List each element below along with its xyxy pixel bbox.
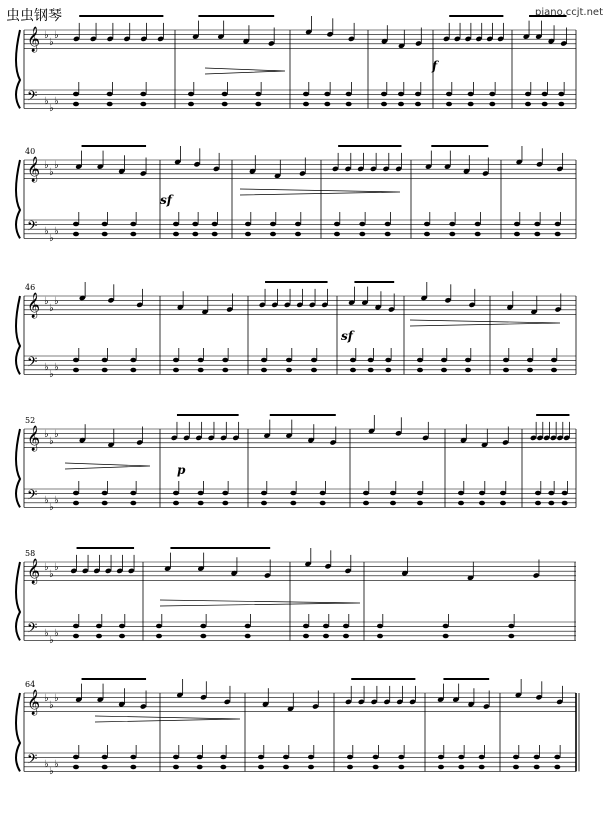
- bass-note-head: [173, 491, 179, 496]
- bass-note-head: [308, 765, 314, 770]
- bass-note-head: [308, 755, 314, 760]
- bass-note-head: [220, 755, 226, 760]
- site-title: 虫虫钢琴: [6, 8, 62, 24]
- bass-note-head: [479, 491, 485, 496]
- flat-icon: ♭: [49, 103, 54, 114]
- bass-note-head: [245, 232, 251, 237]
- bass-note-head: [535, 491, 541, 496]
- bass-staff: [24, 218, 576, 244]
- bass-note-head: [286, 358, 292, 363]
- bass-note-head: [198, 491, 204, 496]
- bass-note-head: [323, 634, 329, 639]
- bass-note-head: [140, 92, 146, 97]
- bass-note-head: [508, 634, 514, 639]
- treble-staff: [24, 425, 576, 451]
- bass-note-head: [446, 92, 452, 97]
- bass-staff: [24, 620, 576, 646]
- treble-clef-icon: 𝄞: [27, 293, 41, 318]
- bass-note-head: [525, 92, 531, 97]
- bass-note-head: [222, 358, 228, 363]
- bass-note-head: [527, 368, 533, 373]
- bass-note-head: [534, 232, 540, 237]
- bass-note-head: [417, 501, 423, 506]
- bass-note-head: [261, 491, 267, 496]
- flat-icon: ♭: [44, 759, 49, 770]
- bass-note-head: [245, 624, 251, 629]
- bass-note-head: [290, 501, 296, 506]
- bass-note-head: [73, 491, 79, 496]
- bass-note-head: [130, 491, 136, 496]
- flat-icon: ♭: [44, 296, 49, 307]
- flat-icon: ♭: [54, 429, 59, 440]
- bass-note-head: [311, 368, 317, 373]
- bass-note-head: [417, 491, 423, 496]
- bass-note-head: [212, 232, 218, 237]
- bass-note-head: [119, 634, 125, 639]
- system-2: [16, 146, 576, 244]
- bass-note-head: [542, 92, 548, 97]
- bass-note-head: [192, 232, 198, 237]
- bass-note-head: [359, 232, 365, 237]
- dynamic-sf: sf: [341, 329, 353, 343]
- bass-note-head: [398, 102, 404, 107]
- bass-note-head: [500, 501, 506, 506]
- bass-note-head: [438, 755, 444, 760]
- brace: [16, 30, 20, 108]
- flat-icon: ♭: [54, 495, 59, 506]
- flat-icon: ♭: [44, 30, 49, 41]
- bass-note-head: [446, 102, 452, 107]
- bass-note-head: [107, 102, 113, 107]
- bass-note-head: [102, 501, 108, 506]
- bass-note-head: [290, 491, 296, 496]
- flat-icon: ♭: [44, 226, 49, 237]
- bass-note-head: [73, 755, 79, 760]
- bass-note-head: [295, 222, 301, 227]
- bass-note-head: [311, 358, 317, 363]
- flat-icon: ♭: [44, 362, 49, 373]
- bass-note-head: [385, 222, 391, 227]
- bass-note-head: [303, 92, 309, 97]
- bass-note-head: [102, 222, 108, 227]
- bass-note-head: [363, 491, 369, 496]
- bass-note-head: [198, 358, 204, 363]
- treble-staff: [24, 156, 576, 182]
- bass-note-head: [398, 92, 404, 97]
- flat-icon: ♭: [54, 226, 59, 237]
- bass-note-head: [368, 368, 374, 373]
- bass-note-head: [479, 755, 485, 760]
- bass-note-head: [320, 491, 326, 496]
- bass-note-head: [373, 755, 379, 760]
- brace: [16, 160, 20, 238]
- flat-icon: ♭: [49, 700, 54, 711]
- bass-note-head: [173, 222, 179, 227]
- flat-icon: ♭: [49, 167, 54, 178]
- hairpin-decrescendo: [205, 68, 285, 74]
- bass-note-head: [130, 765, 136, 770]
- bass-note-head: [255, 92, 261, 97]
- bass-note-head: [534, 765, 540, 770]
- bass-note-head: [130, 222, 136, 227]
- measure-number: 40: [25, 147, 36, 156]
- hairpin-decrescendo: [240, 189, 400, 195]
- bass-note-head: [514, 222, 520, 227]
- bass-note-head: [173, 358, 179, 363]
- bass-note-head: [245, 222, 251, 227]
- bass-note-head: [468, 102, 474, 107]
- bass-note-head: [73, 634, 79, 639]
- bass-note-head: [398, 755, 404, 760]
- measure-number: 64: [25, 680, 36, 689]
- bass-note-head: [350, 368, 356, 373]
- bass-note-head: [343, 624, 349, 629]
- bass-note-head: [220, 765, 226, 770]
- system-6: [16, 679, 579, 777]
- bass-clef-icon: 𝄢: [27, 218, 38, 237]
- measure-number: 46: [25, 283, 36, 292]
- bass-note-head: [197, 755, 203, 760]
- flat-icon: ♭: [54, 296, 59, 307]
- bass-note-head: [479, 765, 485, 770]
- bass-note-head: [350, 358, 356, 363]
- flat-icon: ♭: [44, 429, 49, 440]
- treble-staff: [24, 26, 576, 52]
- brace: [16, 693, 20, 771]
- bass-note-head: [458, 755, 464, 760]
- bass-note-head: [102, 755, 108, 760]
- bass-note-head: [503, 368, 509, 373]
- bass-note-head: [443, 634, 449, 639]
- system-1: [16, 16, 576, 114]
- bass-note-head: [198, 501, 204, 506]
- bass-note-head: [503, 358, 509, 363]
- bass-note-head: [73, 102, 79, 107]
- bass-note-head: [222, 92, 228, 97]
- bass-note-head: [130, 232, 136, 237]
- brace: [16, 296, 20, 374]
- bass-note-head: [303, 624, 309, 629]
- bass-note-head: [449, 232, 455, 237]
- bass-note-head: [525, 102, 531, 107]
- bass-staff: [24, 487, 576, 513]
- hairpin-decrescendo: [160, 600, 360, 606]
- bass-note-head: [424, 232, 430, 237]
- bass-note-head: [551, 358, 557, 363]
- flat-icon: ♭: [54, 160, 59, 171]
- bass-note-head: [324, 102, 330, 107]
- bass-note-head: [500, 491, 506, 496]
- bass-note-head: [398, 765, 404, 770]
- bass-clef-icon: 𝄢: [27, 88, 38, 107]
- dynamic-p: p: [177, 463, 186, 477]
- bass-note-head: [96, 624, 102, 629]
- bass-note-head: [245, 634, 251, 639]
- bass-note-head: [555, 222, 561, 227]
- bass-note-head: [359, 222, 365, 227]
- bass-note-head: [465, 358, 471, 363]
- bass-note-head: [555, 232, 561, 237]
- brace: [16, 562, 20, 640]
- bass-note-head: [212, 222, 218, 227]
- bass-note-head: [527, 358, 533, 363]
- bass-note-head: [441, 368, 447, 373]
- bass-note-head: [188, 92, 194, 97]
- bass-note-head: [286, 368, 292, 373]
- bass-note-head: [173, 765, 179, 770]
- bass-note-head: [390, 491, 396, 496]
- bass-note-head: [562, 501, 568, 506]
- flat-icon: ♭: [54, 628, 59, 639]
- bass-note-head: [475, 232, 481, 237]
- bass-note-head: [479, 501, 485, 506]
- system-5: [16, 548, 576, 646]
- treble-clef-icon: 𝄞: [27, 426, 41, 451]
- bass-note-head: [381, 102, 387, 107]
- bass-note-head: [197, 765, 203, 770]
- bass-clef-icon: 𝄢: [27, 354, 38, 373]
- bass-note-head: [140, 102, 146, 107]
- bass-note-head: [270, 222, 276, 227]
- bass-note-head: [270, 232, 276, 237]
- bass-note-head: [173, 501, 179, 506]
- bass-note-head: [198, 368, 204, 373]
- flat-icon: ♭: [49, 502, 54, 513]
- bass-note-head: [320, 501, 326, 506]
- bass-note-head: [303, 634, 309, 639]
- flat-icon: ♭: [54, 362, 59, 373]
- treble-clef-icon: 𝄞: [27, 690, 41, 715]
- bass-note-head: [343, 634, 349, 639]
- dynamic-f: f: [432, 59, 438, 73]
- flat-icon: ♭: [49, 233, 54, 244]
- bass-note-head: [458, 491, 464, 496]
- bass-note-head: [156, 624, 162, 629]
- bass-note-head: [417, 358, 423, 363]
- bass-note-head: [73, 92, 79, 97]
- bass-note-head: [554, 765, 560, 770]
- bass-note-head: [554, 755, 560, 760]
- bass-note-head: [558, 92, 564, 97]
- dynamic-sf: sf: [160, 193, 172, 207]
- bass-note-head: [73, 501, 79, 506]
- bass-note-head: [96, 634, 102, 639]
- bass-note-head: [303, 102, 309, 107]
- bass-note-head: [222, 102, 228, 107]
- bass-note-head: [130, 755, 136, 760]
- bass-note-head: [551, 368, 557, 373]
- bass-note-head: [535, 501, 541, 506]
- bass-note-head: [468, 92, 474, 97]
- bass-note-head: [562, 491, 568, 496]
- brace: [16, 429, 20, 507]
- treble-clef-icon: 𝄞: [27, 27, 41, 52]
- bass-clef-icon: 𝄢: [27, 487, 38, 506]
- bass-note-head: [73, 222, 79, 227]
- bass-note-head: [102, 368, 108, 373]
- bass-note-head: [534, 755, 540, 760]
- bass-note-head: [261, 358, 267, 363]
- bass-note-head: [363, 501, 369, 506]
- bass-note-head: [475, 222, 481, 227]
- hairpin-decrescendo: [95, 716, 240, 722]
- flat-icon: ♭: [54, 96, 59, 107]
- bass-note-head: [514, 232, 520, 237]
- bass-note-head: [548, 501, 554, 506]
- flat-icon: ♭: [44, 495, 49, 506]
- bass-note-head: [102, 232, 108, 237]
- bass-note-head: [415, 92, 421, 97]
- bass-note-head: [130, 358, 136, 363]
- bass-note-head: [73, 624, 79, 629]
- bass-staff: [24, 354, 576, 380]
- flat-icon: ♭: [54, 759, 59, 770]
- bass-note-head: [534, 222, 540, 227]
- flat-icon: ♭: [49, 635, 54, 646]
- bass-note-head: [73, 232, 79, 237]
- bass-note-head: [258, 765, 264, 770]
- bass-clef-icon: 𝄢: [27, 751, 38, 770]
- system-3: [16, 282, 576, 380]
- bass-note-head: [346, 92, 352, 97]
- bass-note-head: [438, 765, 444, 770]
- bass-note-head: [334, 222, 340, 227]
- bass-note-head: [390, 501, 396, 506]
- bass-note-head: [417, 368, 423, 373]
- bass-note-head: [173, 232, 179, 237]
- bass-note-head: [173, 755, 179, 760]
- bass-note-head: [324, 92, 330, 97]
- bass-note-head: [156, 634, 162, 639]
- flat-icon: ♭: [49, 303, 54, 314]
- flat-icon: ♭: [44, 160, 49, 171]
- bass-note-head: [102, 491, 108, 496]
- hairpin-decrescendo: [65, 463, 150, 469]
- bass-note-head: [130, 368, 136, 373]
- bass-note-head: [347, 755, 353, 760]
- bass-note-head: [508, 624, 514, 629]
- hairpin-decrescendo: [410, 320, 560, 326]
- bass-note-head: [368, 358, 374, 363]
- flat-icon: ♭: [49, 436, 54, 447]
- bass-note-head: [424, 222, 430, 227]
- bass-note-head: [73, 358, 79, 363]
- bass-note-head: [441, 358, 447, 363]
- bass-note-head: [385, 232, 391, 237]
- bass-note-head: [373, 765, 379, 770]
- flat-icon: ♭: [49, 369, 54, 380]
- bass-note-head: [222, 501, 228, 506]
- bass-note-head: [465, 368, 471, 373]
- bass-note-head: [102, 358, 108, 363]
- flat-icon: ♭: [54, 693, 59, 704]
- bass-note-head: [385, 368, 391, 373]
- bass-note-head: [188, 102, 194, 107]
- bass-note-head: [347, 765, 353, 770]
- bass-note-head: [458, 501, 464, 506]
- flat-icon: ♭: [49, 766, 54, 777]
- bass-note-head: [346, 102, 352, 107]
- bass-note-head: [255, 102, 261, 107]
- bass-note-head: [261, 501, 267, 506]
- bass-note-head: [73, 765, 79, 770]
- bass-note-head: [200, 624, 206, 629]
- bass-note-head: [449, 222, 455, 227]
- bass-note-head: [222, 491, 228, 496]
- bass-note-head: [119, 624, 125, 629]
- bass-note-head: [261, 368, 267, 373]
- bass-note-head: [323, 624, 329, 629]
- bass-note-head: [542, 102, 548, 107]
- bass-note-head: [489, 92, 495, 97]
- bass-note-head: [381, 92, 387, 97]
- treble-clef-icon: 𝄞: [27, 157, 41, 182]
- bass-note-head: [513, 755, 519, 760]
- bass-note-head: [295, 232, 301, 237]
- bass-note-head: [415, 102, 421, 107]
- treble-staff: [24, 689, 576, 715]
- bass-note-head: [385, 358, 391, 363]
- bass-note-head: [283, 755, 289, 760]
- flat-icon: ♭: [44, 628, 49, 639]
- bass-note-head: [258, 755, 264, 760]
- site-url[interactable]: piano.ccjt.net: [535, 7, 603, 18]
- bass-staff: [24, 751, 576, 777]
- bass-note-head: [548, 491, 554, 496]
- flat-icon: ♭: [49, 569, 54, 580]
- bass-note-head: [173, 368, 179, 373]
- bass-note-head: [489, 102, 495, 107]
- bass-clef-icon: 𝄢: [27, 620, 38, 639]
- flat-icon: ♭: [49, 37, 54, 48]
- bass-note-head: [443, 624, 449, 629]
- bass-note-head: [458, 765, 464, 770]
- bass-note-head: [558, 102, 564, 107]
- bass-note-head: [102, 765, 108, 770]
- bass-note-head: [334, 232, 340, 237]
- flat-icon: ♭: [44, 562, 49, 573]
- measure-number: 52: [25, 416, 36, 425]
- flat-icon: ♭: [44, 96, 49, 107]
- flat-icon: ♭: [54, 562, 59, 573]
- flat-icon: ♭: [54, 30, 59, 41]
- bass-note-head: [222, 368, 228, 373]
- bass-note-head: [192, 222, 198, 227]
- flat-icon: ♭: [44, 693, 49, 704]
- bass-note-head: [377, 634, 383, 639]
- bass-note-head: [73, 368, 79, 373]
- treble-clef-icon: 𝄞: [27, 559, 41, 584]
- bass-note-head: [200, 634, 206, 639]
- bass-note-head: [283, 765, 289, 770]
- measure-number: 58: [25, 549, 36, 558]
- bass-note-head: [130, 501, 136, 506]
- bass-note-head: [377, 624, 383, 629]
- bass-note-head: [107, 92, 113, 97]
- bass-note-head: [513, 765, 519, 770]
